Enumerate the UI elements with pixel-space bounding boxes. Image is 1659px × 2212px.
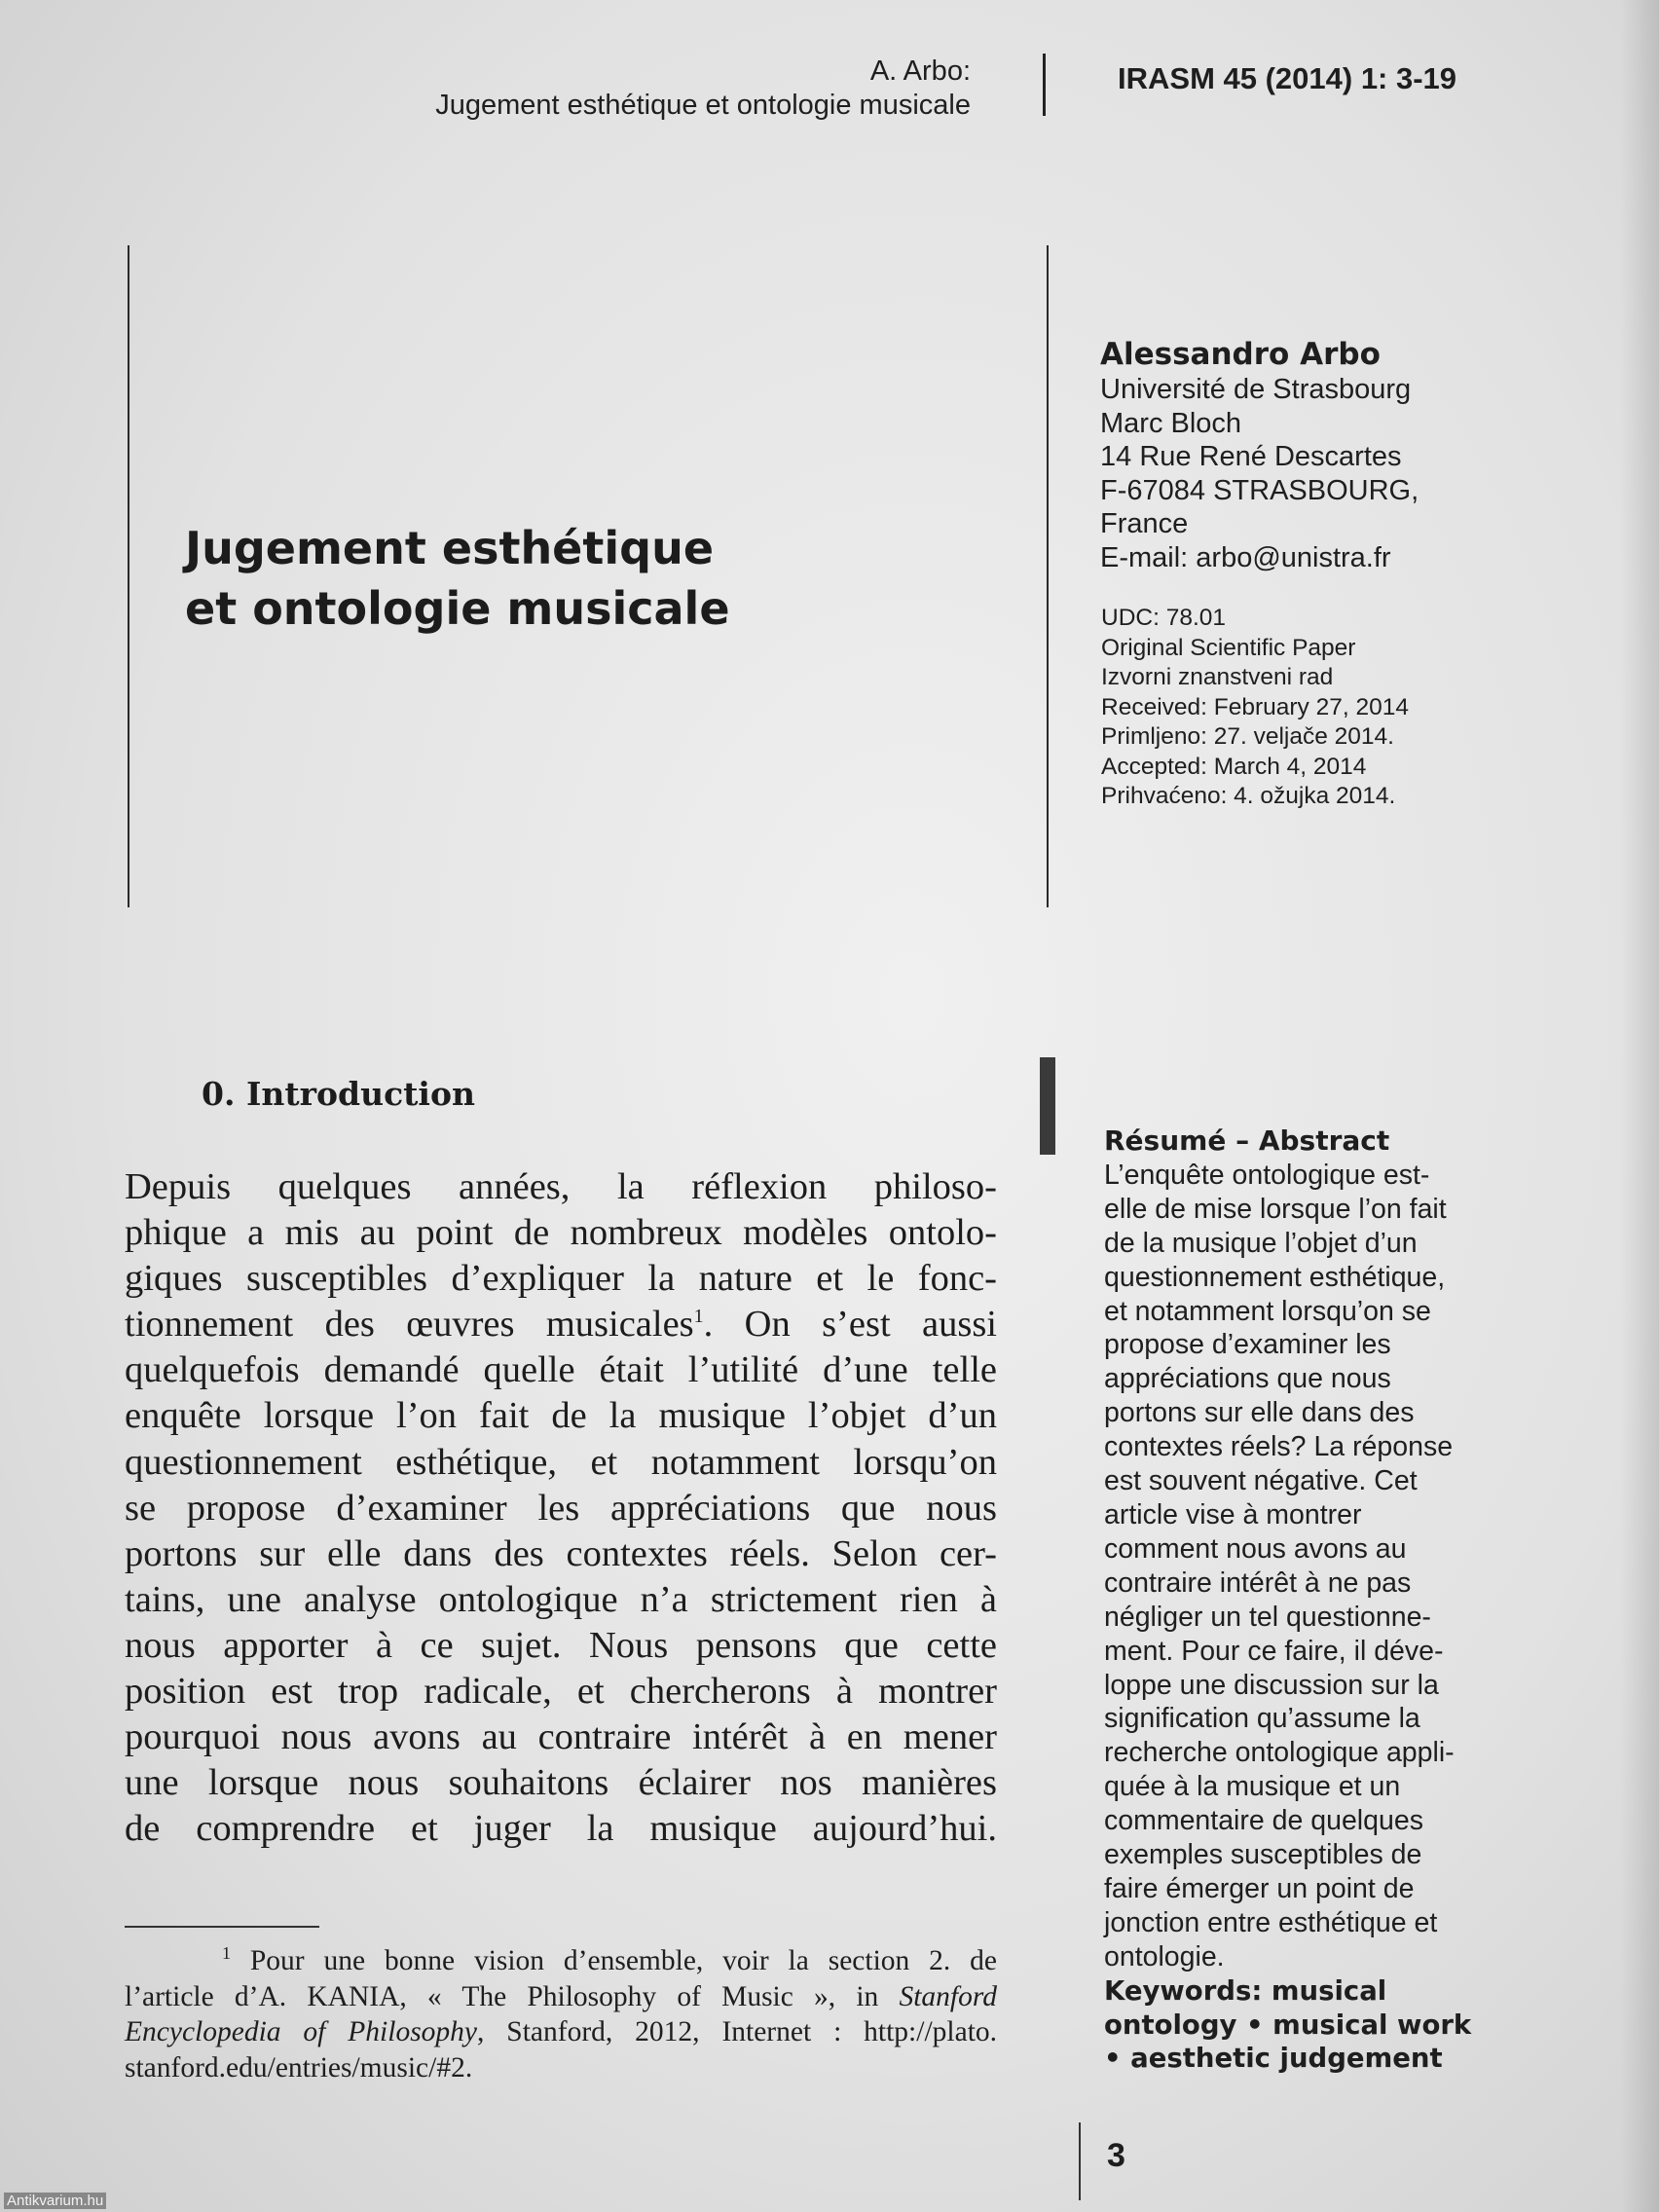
title-frame-left-rule <box>128 245 129 907</box>
abstract-heading: Résumé – Abstract <box>1104 1124 1390 1157</box>
page-number: 3 <box>1107 2137 1125 2174</box>
abstract-line: signification qu’assume la <box>1104 1703 1420 1735</box>
section-heading: 0. Introduction <box>202 1075 475 1113</box>
body-line-text: . On s’est aussi <box>703 1304 997 1346</box>
affiliation-line: Université de Strasbourg <box>1100 374 1412 405</box>
body-line: giques susceptibles d’expliquer la nature et le fonc- <box>125 1258 997 1300</box>
abstract-marker-bar <box>1040 1057 1055 1155</box>
abstract-line: ment. Pour ce faire, il déve- <box>1104 1635 1444 1667</box>
abstract-line: exemples susceptibles de <box>1104 1839 1422 1871</box>
body-line: pourquoi nous avons au contraire intérêt à en mener <box>125 1716 997 1758</box>
udc: UDC: 78.01 <box>1101 605 1227 631</box>
abstract-line: article vise à montrer <box>1104 1498 1362 1530</box>
received-date-hr: Primljeno: 27. veljače 2014. <box>1101 723 1394 750</box>
abstract-line: ontologie. <box>1104 1940 1225 1972</box>
body-line: Depuis quelques années, la réflexion philoso- <box>125 1166 997 1207</box>
abstract-line: et notamment lorsqu’on se <box>1104 1295 1431 1327</box>
keywords-line: Keywords: musical <box>1104 1974 1387 2007</box>
abstract-line: de la musique l’objet d’un <box>1104 1227 1418 1259</box>
abstract-line: est souvent négative. Cet <box>1104 1465 1418 1497</box>
header-title: Jugement esthétique et ontologie musicale <box>435 90 971 121</box>
article-title <box>185 518 847 639</box>
footnote <box>125 1943 997 2085</box>
accepted-date: Accepted: March 4, 2014 <box>1101 753 1367 780</box>
article-metadata <box>1101 604 1510 812</box>
abstract-line: L’enquête ontologique est- <box>1104 1159 1430 1191</box>
abstract-line: recherche ontologique appli- <box>1104 1737 1455 1769</box>
title-line-2: et ontologie musicale <box>185 582 730 635</box>
page-shadow <box>1620 0 1659 2212</box>
abstract-line: jonction entre esthétique et <box>1104 1906 1438 1938</box>
abstract-line: faire émerger un point de <box>1104 1872 1415 1904</box>
affiliation-line: F-67084 STRASBOURG, <box>1100 474 1419 506</box>
column-divider-rule <box>1047 245 1049 907</box>
abstract-line: commentaire de quelques <box>1104 1805 1423 1837</box>
abstract-line: elle de mise lorsque l’on fait <box>1104 1193 1447 1225</box>
page-number-divider <box>1079 2122 1081 2200</box>
abstract-line: questionnement esthétique, <box>1104 1261 1446 1293</box>
author-email: E-mail: arbo@unistra.fr <box>1100 541 1391 573</box>
abstract-line: quée à la musique et un <box>1104 1771 1401 1803</box>
affiliation-line: Marc Bloch <box>1100 407 1242 439</box>
author-block <box>1100 336 1509 574</box>
abstract-line: appréciations que nous <box>1104 1363 1391 1395</box>
body-line: de comprendre et juger la musique aujourd’hui. <box>125 1808 997 1850</box>
body-line <box>125 1302 997 1347</box>
body-line: enquête lorsque l’on fait de la musique l’objet d’un <box>125 1395 997 1437</box>
journal-citation: IRASM 45 (2014) 1: 3-19 <box>1118 61 1457 95</box>
body-line: une lorsque nous souhaitons éclairer nos manières <box>125 1762 997 1804</box>
watermark: Antikvarium.hu <box>4 2193 106 2209</box>
body-line: se propose d’examiner les appréciations que nous <box>125 1487 997 1529</box>
body-line: nous apporter à ce sujet. Nous pensons que cette <box>125 1624 997 1666</box>
body-line-text: tionnement des œuvres musicales <box>125 1304 694 1346</box>
abstract-line: contextes réels? La réponse <box>1104 1431 1454 1463</box>
body-line: phique a mis au point de nombreux modèles ontolo- <box>125 1212 997 1254</box>
body-line: quelquefois demandé quelle était l’utilité d’une telle <box>125 1349 997 1391</box>
footnote-marker: 1 <box>222 1943 231 1964</box>
author-name: Alessandro Arbo <box>1100 337 1381 372</box>
header-divider <box>1043 54 1046 116</box>
abstract-line: comment nous avons au <box>1104 1532 1407 1565</box>
abstract-line: loppe une discussion sur la <box>1104 1669 1439 1701</box>
abstract-line: portons sur elle dans des <box>1104 1397 1415 1429</box>
paper-type: Original Scientific Paper <box>1101 634 1356 661</box>
footnote-separator <box>125 1926 319 1928</box>
introduction-paragraph <box>125 1164 997 1852</box>
title-line-1: Jugement esthétique <box>185 522 715 574</box>
body-line: portons sur elle dans des contextes réels. Selon cer- <box>125 1532 997 1574</box>
footnote-ref[interactable]: 1 <box>693 1306 704 1328</box>
footnote-line: l’article d’A. KANIA, « The Philosophy of Music », in Stanford <box>125 1980 997 2012</box>
accepted-date-hr: Prihvaćeno: 4. ožujka 2014. <box>1101 783 1396 809</box>
body-line: questionnement esthétique, et notamment lorsqu’on <box>125 1441 997 1483</box>
keywords-line: ontology • musical work <box>1104 2009 1472 2041</box>
footnote-line: Encyclopedia of Philosophy, Stanford, 2012, Internet : http://plato. <box>125 2016 998 2047</box>
keywords-line: • aesthetic judgement <box>1104 2043 1443 2075</box>
abstract-line: contraire intérêt à ne pas <box>1104 1567 1412 1599</box>
abstract-line: propose d’examiner les <box>1104 1329 1391 1361</box>
header-author: A. Arbo: <box>869 55 971 87</box>
affiliation-line: France <box>1100 508 1189 539</box>
abstract-line: négliger un tel questionne- <box>1104 1601 1431 1633</box>
footnote-line: $^1$ Pour une bonne vision d’ensemble, voir la section 2. de <box>222 1943 998 1976</box>
footnote-url[interactable]: stanford.edu/entries/music/#2. <box>125 2051 473 2083</box>
received-date: Received: February 27, 2014 <box>1101 693 1409 720</box>
paper-type-hr: Izvorni znanstveni rad <box>1101 664 1334 690</box>
body-line: tains, une analyse ontologique n’a strictement rien à <box>125 1578 997 1620</box>
body-line: position est trop radicale, et chercherons à montrer <box>125 1671 997 1713</box>
affiliation-line: 14 Rue René Descartes <box>1100 441 1402 472</box>
running-header <box>435 55 971 123</box>
abstract-block <box>1104 1124 1493 2076</box>
